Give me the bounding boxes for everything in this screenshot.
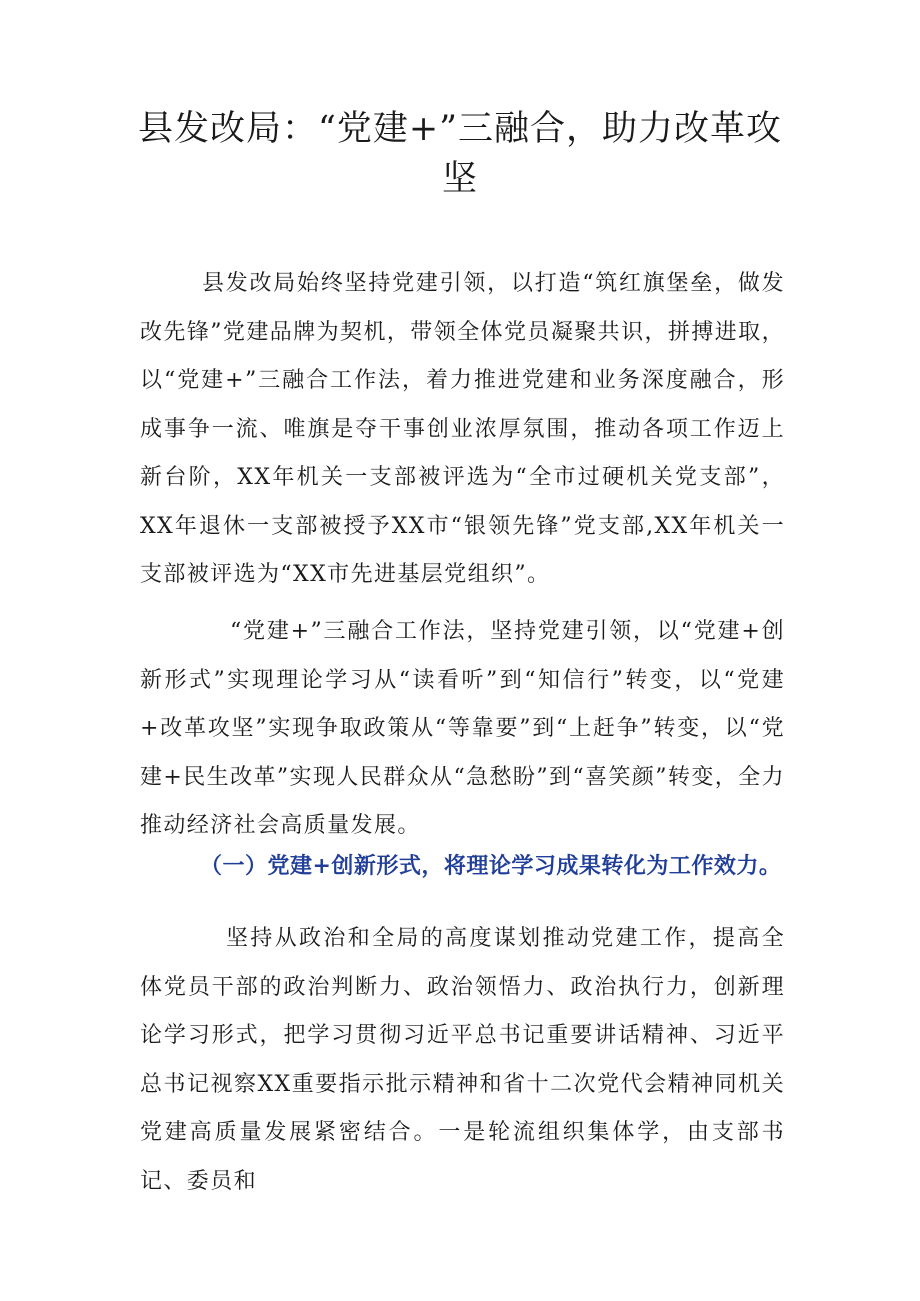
section-heading: （一）党建+创新形式，将理论学习成果转化为工作效力。 <box>200 853 782 879</box>
method-paragraph: “党建+”三融合工作法，坚持党建引领，以“党建+创新形式”实现理论学习从“读看听”到“知信行”转变，以“党建+改革攻坚”实现争取政策从“等靠要”到“上赶争”转变，以“党建+民生改革”实现人民群众从“急愁盼”到“喜笑颜”转变，全力推动经济社会高质量发展。 <box>140 619 785 838</box>
intro-paragraph: 县发改局始终坚持党建引领，以打造“筑红旗堡垒，做发改先锋”党建品牌为契机，带领全体党员凝聚共识，拼搏进取，以“党建+”三融合工作法，着力推进党建和业务深度融合，形成事争一流、唯旗是夺干事创业浓厚氛围，推动各项工作迈上新台阶，XX年机关一支部被评选为“全市过硬机关党支部”，XX年退休一支部被授予XX市“银领先锋”党支部,XX年机关一支部被评选为“XX市先进基层党组织”。 <box>140 271 785 587</box>
document-title: 县发改局：“党建+”三融合，助力改革攻坚 <box>137 109 783 199</box>
section-paragraph: 坚持从政治和全局的高度谋划推动党建工作，提高全体党员干部的政治判断力、政治领悟力、政治执行力，创新理论学习形式，把学习贯彻习近平总书记重要讲话精神、习近平总书记视察XX重要指示批示精神和省十二次党代会精神同机关党建高质量发展紧密结合。一是轮流组织集体学，由支部书记、委员和 <box>140 926 785 1194</box>
